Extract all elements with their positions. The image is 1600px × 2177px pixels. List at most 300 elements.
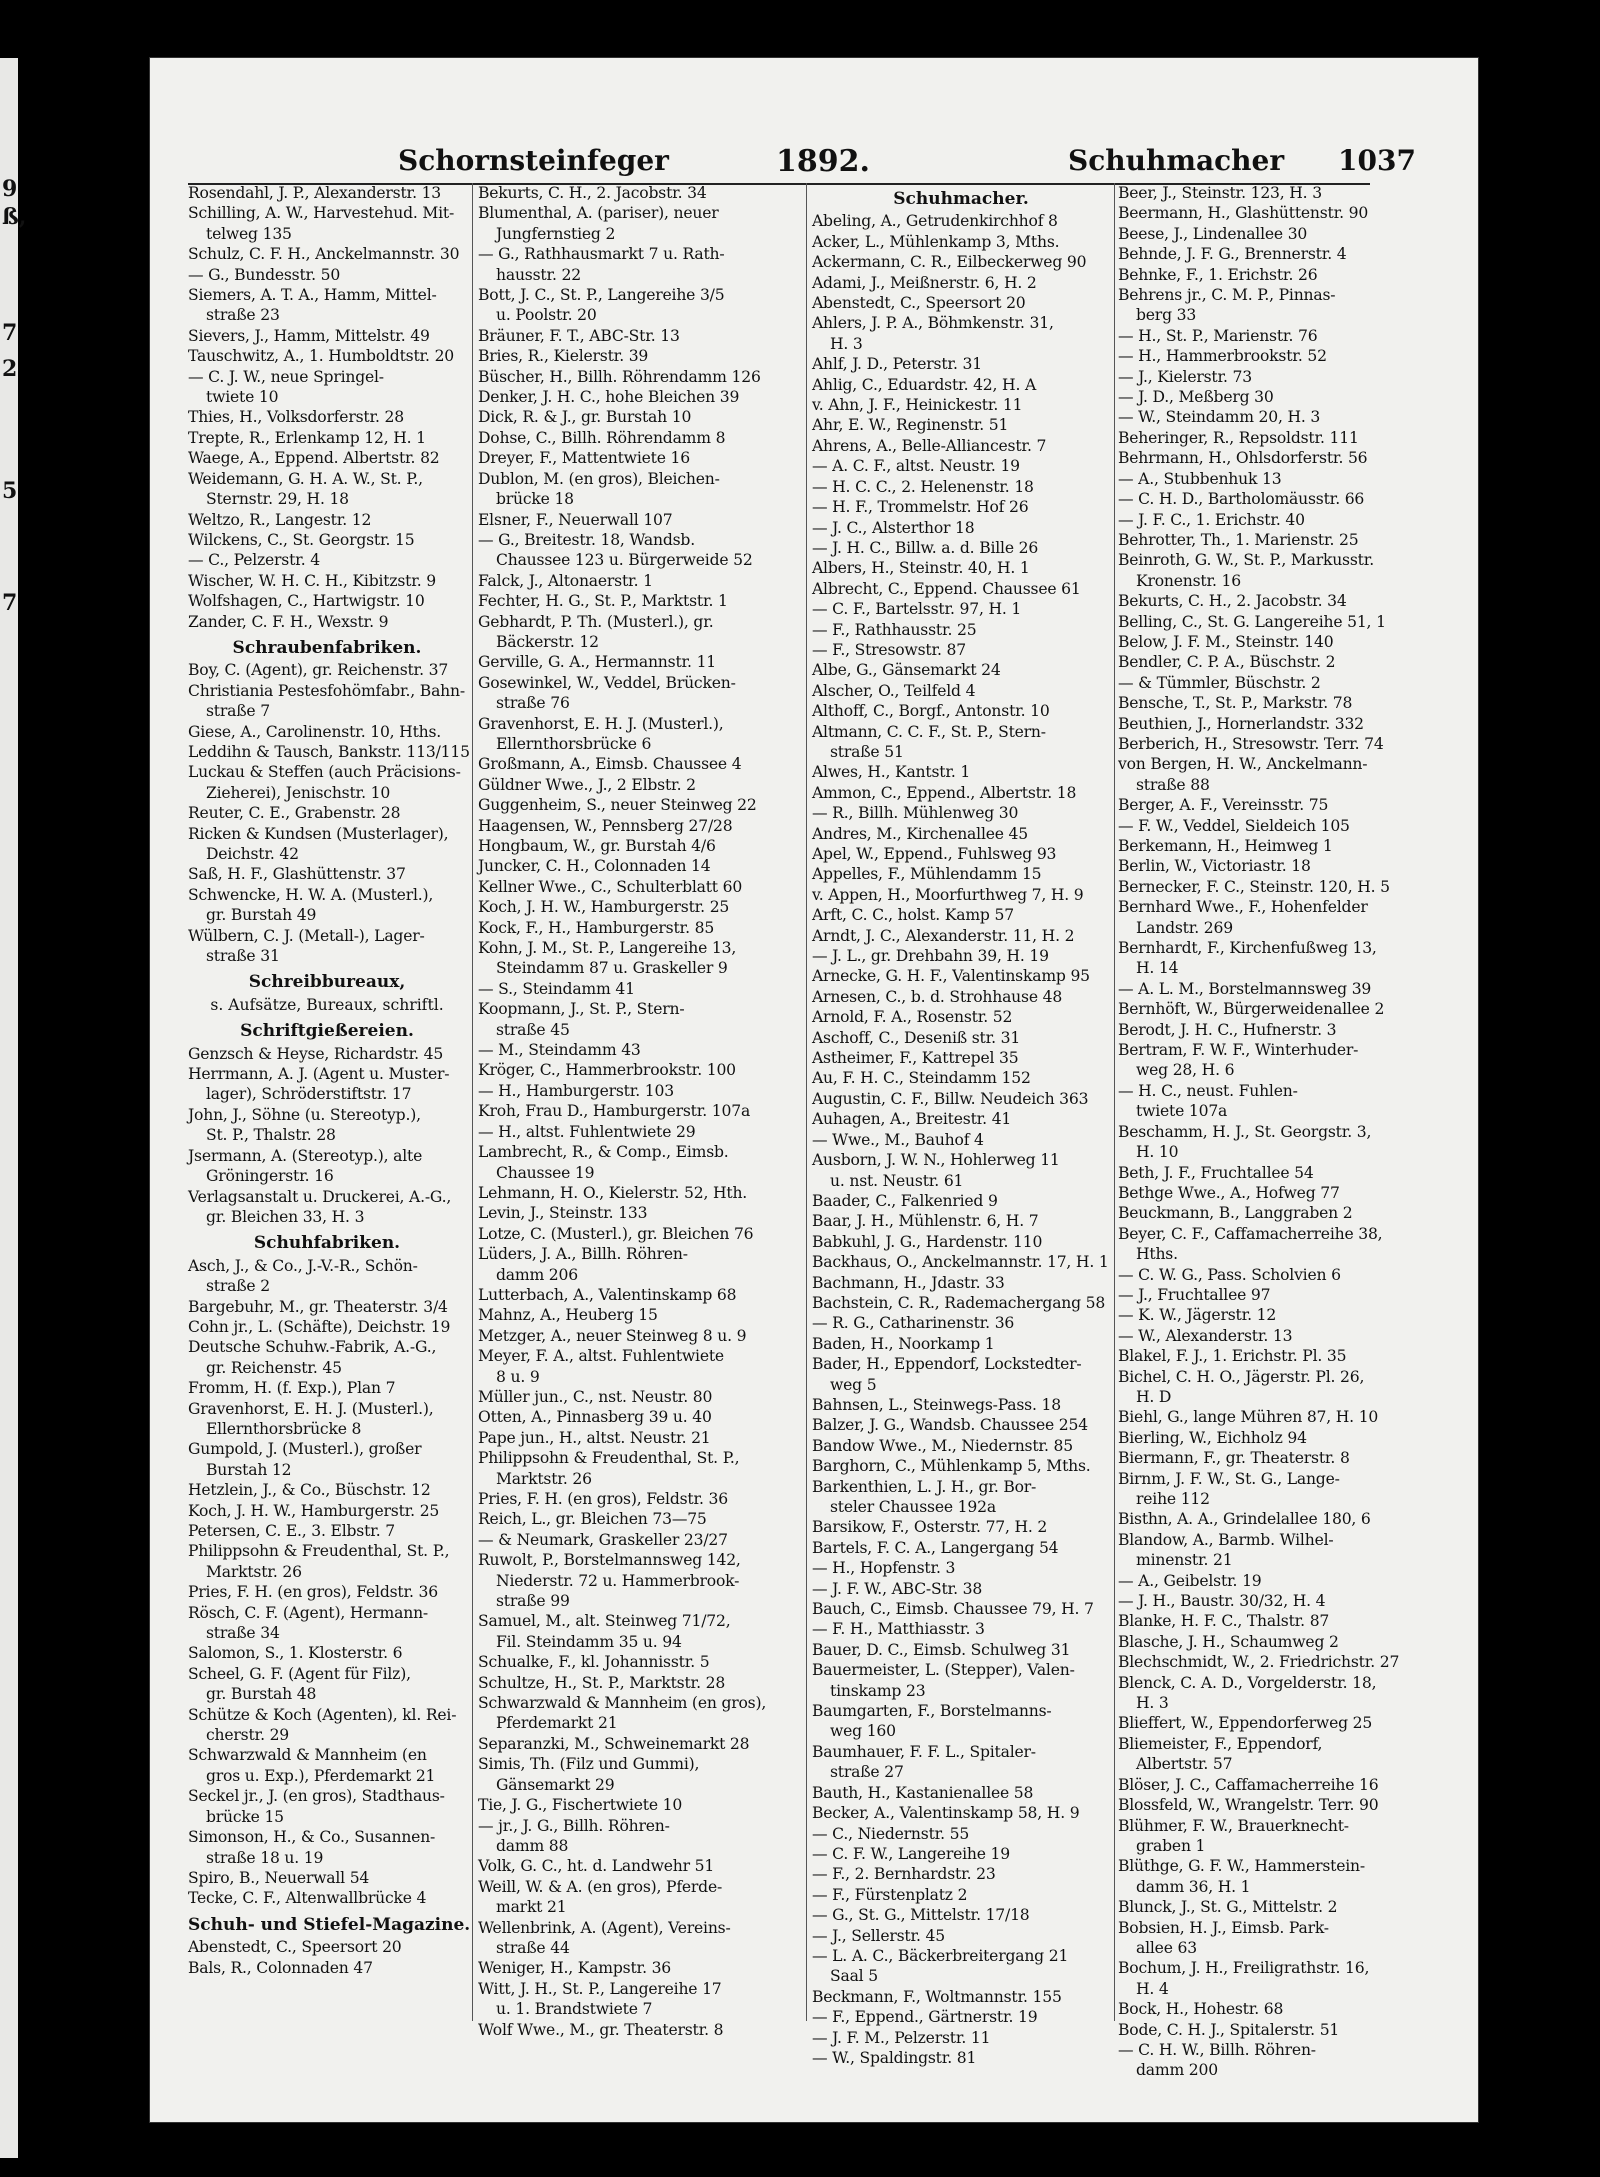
entry-continuation: damm 36, H. 1 — [1136, 1877, 1251, 1896]
directory-entry: Weidemann, G. H. A. W., St. P., — [188, 469, 423, 488]
directory-entry: Guggenheim, S., neuer Steinweg 22 — [478, 796, 757, 815]
directory-entry: John, J., Söhne (u. Stereotyp.), — [188, 1105, 421, 1124]
entry-continuation: Sternstr. 29, H. 18 — [206, 490, 349, 509]
entry-continuation: hausstr. 22 — [496, 265, 581, 284]
directory-entry: Lotze, C. (Musterl.), gr. Bleichen 76 — [478, 1224, 754, 1243]
directory-entry: — J. F. C., 1. Erichstr. 40 — [1118, 510, 1305, 529]
directory-entry: — C., Niedernstr. 55 — [812, 1824, 970, 1843]
directory-entry: Hongbaum, W., gr. Burstah 4/6 — [478, 837, 716, 855]
entry-continuation: Bäckerstr. 12 — [496, 632, 599, 651]
directory-entry: Beckmann, F., Woltmannstr. 155 — [812, 1987, 1062, 2006]
entry-continuation: Niederstr. 72 u. Hammerbrook- — [496, 1571, 740, 1590]
entry-continuation: straße 27 — [830, 1763, 904, 1782]
directory-entry: Otten, A., Pinnasberg 39 u. 40 — [478, 1408, 712, 1427]
directory-entry: Wülbern, C. J. (Metall-), Lager- — [188, 926, 425, 945]
directory-entry: Dick, R. & J., gr. Burstah 10 — [478, 408, 692, 427]
directory-entry: Fromm, H. (f. Exp.), Plan 7 — [188, 1379, 396, 1398]
entry-continuation: Gänsemarkt 29 — [496, 1775, 615, 1794]
directory-entry: — H., Hopfenstr. 3 — [812, 1559, 956, 1578]
directory-entry: Philippsohn & Freudenthal, St. P., — [478, 1449, 740, 1468]
directory-entry: Auhagen, A., Breitestr. 41 — [812, 1110, 1012, 1129]
directory-entry: Beese, J., Lindenallee 30 — [1118, 224, 1308, 243]
directory-entry: Schwarzwald & Mannheim (en — [188, 1746, 427, 1765]
directory-entry: Baumgarten, F., Borstelmanns- — [812, 1702, 1052, 1721]
directory-entry: Mahnz, A., Heuberg 15 — [478, 1306, 658, 1325]
directory-entry: Behrens jr., C. M. P., Pinnas- — [1118, 286, 1336, 305]
margin-digit: 9 — [2, 176, 18, 202]
column-1 — [188, 183, 471, 2033]
directory-entry: Asch, J., & Co., J.-V.-R., Schön- — [188, 1256, 418, 1275]
directory-entry: Saß, H. F., Glashüttenstr. 37 — [188, 865, 406, 884]
entry-continuation: twiete 107a — [1136, 1102, 1228, 1121]
directory-entry: Samuel, M., alt. Steinweg 71/72, — [478, 1612, 731, 1631]
entry-continuation: H. 4 — [1136, 1979, 1169, 1998]
entry-continuation: straße 45 — [496, 1020, 570, 1039]
directory-entry: Wischer, W. H. C. H., Kibitzstr. 9 — [188, 571, 437, 590]
entry-continuation: Chaussee 19 — [496, 1163, 595, 1182]
directory-entry: — F. W., Veddel, Sieldeich 105 — [1118, 816, 1350, 835]
column-divider — [1114, 183, 1115, 2021]
entry-continuation: damm 88 — [496, 1836, 569, 1855]
column-3 — [812, 183, 1110, 2067]
directory-entry: Bendler, C. P. A., Büschstr. 2 — [1118, 653, 1336, 672]
directory-entry: Beuthien, J., Hornerlandstr. 332 — [1118, 714, 1364, 733]
entry-continuation: weg 5 — [830, 1375, 877, 1394]
directory-entry: Becker, A., Valentinskamp 58, H. 9 — [812, 1804, 1080, 1823]
entry-continuation: gros u. Exp.), Pferdemarkt 21 — [206, 1766, 436, 1785]
directory-entry: — & Neumark, Graskeller 23/27 — [478, 1530, 728, 1549]
directory-entry: — W., Spaldingstr. 81 — [812, 2048, 977, 2067]
directory-entry: Bandow Wwe., M., Niedernstr. 85 — [812, 1436, 1073, 1455]
entry-continuation: Jungfernstieg 2 — [496, 224, 616, 243]
directory-entry: Scheel, G. F. (Agent für Filz), — [188, 1664, 411, 1683]
directory-entry: Blasche, J. H., Schaumweg 2 — [1118, 1632, 1339, 1651]
directory-entry: — A., Geibelstr. 19 — [1118, 1571, 1262, 1590]
directory-entry: Boy, C. (Agent), gr. Reichenstr. 37 — [188, 661, 449, 680]
directory-entry: — H., altst. Fuhlentwiete 29 — [478, 1122, 696, 1141]
directory-entry: — H. C. C., 2. Helenenstr. 18 — [812, 477, 1034, 496]
directory-entry: Bräuner, F. T., ABC-Str. 13 — [478, 326, 680, 345]
directory-entry: Behrmann, H., Ohlsdorferstr. 56 — [1118, 449, 1368, 468]
directory-entry: Beheringer, R., Repsoldstr. 111 — [1118, 428, 1359, 447]
directory-entry: — S., Steindamm 41 — [478, 979, 635, 998]
directory-entry: Balzer, J. G., Wandsb. Chaussee 254 — [812, 1416, 1088, 1435]
entry-continuation: straße 99 — [496, 1592, 570, 1611]
entry-continuation: gr. Bleichen 33, H. 3 — [206, 1207, 365, 1226]
entry-continuation: Hths. — [1136, 1245, 1178, 1264]
directory-entry: Juncker, C. H., Colonnaden 14 — [478, 857, 711, 876]
directory-entry: — W., Alexanderstr. 13 — [1118, 1326, 1293, 1345]
directory-entry: Gumpold, J. (Musterl.), großer — [188, 1440, 422, 1459]
directory-entry: — C. H. D., Bartholomäusstr. 66 — [1118, 490, 1365, 509]
entry-continuation: Pferdemarkt 21 — [496, 1714, 618, 1733]
entry-continuation: u. Poolstr. 20 — [496, 306, 597, 325]
directory-entry: v. Appen, H., Moorfurthweg 7, H. 9 — [812, 885, 1084, 904]
entry-continuation: straße 31 — [206, 947, 280, 966]
entry-continuation: damm 206 — [496, 1265, 578, 1284]
entry-continuation: Ellernthorsbrücke 8 — [206, 1419, 362, 1438]
directory-entry: Arnesen, C., b. d. Strohhause 48 — [812, 987, 1063, 1006]
directory-entry: Alwes, H., Kantstr. 1 — [812, 763, 971, 782]
entry-continuation: minenstr. 21 — [1136, 1551, 1233, 1570]
directory-entry: Albers, H., Steinstr. 40, H. 1 — [812, 559, 1030, 578]
directory-entry: — H., Hammerbrookstr. 52 — [1118, 347, 1327, 366]
directory-entry: Tie, J. G., Fischertwiete 10 — [478, 1796, 683, 1815]
directory-entry: — F., Rathhausstr. 25 — [812, 620, 977, 639]
directory-entry: Koch, J. H. W., Hamburgerstr. 25 — [188, 1501, 440, 1520]
directory-entry: Thies, H., Volksdorferstr. 28 — [188, 408, 404, 427]
directory-entry: Blühmer, F. W., Brauerknecht- — [1118, 1816, 1349, 1835]
directory-entry: Berger, A. F., Vereinsstr. 75 — [1118, 796, 1329, 815]
directory-entry: — J., Sellerstr. 45 — [812, 1926, 945, 1945]
directory-entry: Beschamm, H. J., St. Georgstr. 3, — [1118, 1122, 1372, 1141]
directory-entry: Bisthn, A. A., Grindelallee 180, 6 — [1118, 1510, 1371, 1529]
directory-entry: Bahnsen, L., Steinwegs-Pass. 18 — [812, 1395, 1061, 1414]
entry-continuation: straße 7 — [206, 702, 270, 721]
entry-continuation: gr. Reichenstr. 45 — [206, 1358, 342, 1377]
directory-entry: — G., St. G., Mittelstr. 17/18 — [812, 1906, 1030, 1925]
section-heading: Schraubenfabriken. — [232, 637, 422, 658]
directory-entry: — F., Eppend., Gärtnerstr. 19 — [812, 2008, 1038, 2027]
directory-entry: Sievers, J., Hamm, Mittelstr. 49 — [188, 326, 430, 345]
directory-entry: Bernhard Wwe., F., Hohenfelder — [1118, 898, 1368, 917]
directory-entry: Belling, C., St. G. Langereihe 51, 1 — [1118, 612, 1386, 631]
directory-entry: Behrotter, Th., 1. Marienstr. 25 — [1118, 530, 1359, 549]
directory-entry: — H. C., neust. Fuhlen- — [1118, 1081, 1298, 1100]
directory-entry: Bartels, F. C. A., Langergang 54 — [812, 1538, 1059, 1557]
directory-entry: Ahrens, A., Belle-Alliancestr. 7 — [812, 436, 1047, 455]
entry-continuation: Zieherei), Jenischstr. 10 — [206, 783, 391, 802]
directory-entry: Lambrecht, R., & Comp., Eimsb. — [478, 1143, 729, 1162]
directory-entry: Apel, W., Eppend., Fuhlsweg 93 — [812, 845, 1057, 863]
directory-entry: Schwarzwald & Mannheim (en gros), — [478, 1694, 767, 1713]
directory-entry: Ruwolt, P., Borstelmannsweg 142, — [478, 1551, 741, 1570]
directory-entry: Kröger, C., Hammerbrookstr. 100 — [478, 1061, 736, 1080]
directory-entry: Bachmann, H., Jdastr. 33 — [812, 1273, 1005, 1292]
directory-entry: Blandow, A., Barmb. Wilhel- — [1118, 1530, 1334, 1549]
directory-entry: — H., Hamburgerstr. 103 — [478, 1081, 674, 1100]
directory-entry: Acker, L., Mühlenkamp 3, Mths. — [812, 232, 1060, 251]
directory-entry: Blakel, F. J., 1. Erichstr. Pl. 35 — [1118, 1347, 1347, 1366]
directory-entry: Bauermeister, L. (Stepper), Valen- — [812, 1661, 1075, 1680]
directory-entry: Schulz, C. F. H., Anckelmannstr. 30 — [188, 245, 460, 264]
directory-entry: Bode, C. H. J., Spitalerstr. 51 — [1118, 2020, 1340, 2039]
page-header — [188, 144, 1416, 184]
entry-continuation: Marktstr. 26 — [496, 1469, 592, 1488]
directory-entry: Salomon, S., 1. Klosterstr. 6 — [188, 1644, 403, 1663]
directory-entry: Beermann, H., Glashüttenstr. 90 — [1118, 204, 1369, 223]
section-heading: Schuhfabriken. — [253, 1233, 401, 1254]
directory-entry: Gosewinkel, W., Veddel, Brücken- — [478, 673, 736, 692]
directory-entry: Kock, F., H., Hamburgerstr. 85 — [478, 918, 715, 937]
directory-entry: Denker, J. H. C., hohe Bleichen 39 — [478, 388, 740, 407]
directory-entry: Dublon, M. (en gros), Bleichen- — [478, 469, 720, 488]
entry-continuation: Fil. Steindamm 35 u. 94 — [496, 1632, 682, 1651]
directory-entry: — R. G., Catharinenstr. 36 — [812, 1314, 1015, 1333]
directory-entry: Althoff, C., Borgf., Antonstr. 10 — [812, 702, 1050, 721]
directory-entry: Ackermann, C. R., Eilbeckerweg 90 — [812, 253, 1087, 272]
directory-entry: Augustin, C. F., Billw. Neudeich 363 — [812, 1089, 1089, 1108]
directory-entry: Gravenhorst, E. H. J. (Musterl.), — [478, 714, 724, 733]
entry-continuation: telweg 135 — [206, 224, 292, 243]
entry-continuation: gr. Burstah 48 — [206, 1685, 317, 1704]
directory-entry: Babkuhl, J. G., Hardenstr. 110 — [812, 1232, 1043, 1251]
directory-entry: Au, F. H. C., Steindamm 152 — [812, 1069, 1031, 1088]
entry-continuation: lager), Schröderstiftstr. 17 — [206, 1085, 412, 1104]
directory-entry: Wolfshagen, C., Hartwigstr. 10 — [188, 592, 425, 611]
directory-entry: Rösch, C. F. (Agent), Hermann- — [188, 1603, 428, 1622]
directory-entry: Berodt, J. H. C., Hufnerstr. 3 — [1118, 1020, 1337, 1039]
directory-entry: Leddihn & Tausch, Bankstr. 113/115 — [188, 742, 470, 761]
entry-continuation: Deichstr. 42 — [206, 845, 299, 863]
directory-entry: Elsner, F., Neuerwall 107 — [478, 510, 673, 529]
directory-entry: — J. L., gr. Drehbahn 39, H. 19 — [812, 947, 1049, 966]
directory-entry: Barghorn, C., Mühlenkamp 5, Mths. — [812, 1457, 1091, 1476]
directory-entry: Giese, A., Carolinenstr. 10, Hths. — [188, 722, 442, 741]
entry-continuation: Gröningerstr. 16 — [206, 1167, 334, 1186]
directory-entry: Gerville, G. A., Hermannstr. 11 — [478, 653, 717, 672]
entry-continuation: Chaussee 123 u. Bürgerweide 52 — [496, 551, 753, 570]
directory-entry: Behnde, J. F. G., Brennerstr. 4 — [1118, 245, 1347, 264]
directory-entry: Gebhardt, P. Th. (Musterl.), gr. — [478, 612, 714, 631]
directory-entry: Blüthge, G. F. W., Hammerstein- — [1118, 1857, 1365, 1876]
column-divider — [472, 183, 473, 2021]
directory-entry: Petersen, C. E., 3. Elbstr. 7 — [188, 1522, 395, 1540]
entry-continuation: straße 18 u. 19 — [206, 1848, 324, 1867]
directory-entry: Simis, Th. (Filz und Gummi), — [478, 1755, 700, 1774]
entry-continuation: straße 23 — [206, 306, 280, 325]
directory-entry: Metzger, A., neuer Steinweg 8 u. 9 — [478, 1326, 747, 1345]
directory-entry: Beth, J. F., Fruchtallee 54 — [1118, 1163, 1314, 1182]
directory-entry: v. Ahn, J. F., Heinickestr. 11 — [812, 396, 1023, 415]
directory-entry: — J. F. M., Pelzerstr. 11 — [812, 2028, 991, 2047]
directory-entry: Arnecke, G. H. F., Valentinskamp 95 — [812, 967, 1090, 986]
directory-entry: Ahlig, C., Eduardstr. 42, H. A — [812, 375, 1037, 394]
entry-continuation: straße 76 — [496, 694, 570, 713]
entry-continuation: u. 1. Brandstwiete 7 — [496, 2000, 653, 2019]
directory-entry: — & Tümmler, Büschstr. 2 — [1118, 673, 1321, 692]
directory-entry: Bauch, C., Eimsb. Chaussee 79, H. 7 — [812, 1600, 1094, 1619]
entry-continuation: Ellernthorsbrücke 6 — [496, 734, 652, 753]
header-year: 1892. — [776, 144, 870, 179]
section-note: s. Aufsätze, Bureaux, schriftl. — [210, 995, 444, 1014]
directory-entry: — J. H. C., Billw. a. d. Bille 26 — [812, 538, 1039, 557]
directory-entry: Berberich, H., Stresowstr. Terr. 74 — [1118, 734, 1384, 753]
directory-entry: Biermann, F., gr. Theaterstr. 8 — [1118, 1449, 1350, 1468]
directory-entry: Verlagsanstalt u. Druckerei, A.-G., — [188, 1187, 452, 1206]
entry-continuation: H. D — [1136, 1387, 1172, 1406]
entry-continuation: steler Chaussee 192a — [830, 1498, 996, 1516]
directory-entry: Ammon, C., Eppend., Albertstr. 18 — [812, 783, 1077, 802]
directory-entry: — C. W. G., Pass. Scholvien 6 — [1118, 1265, 1341, 1284]
directory-entry: Spiro, B., Neuerwall 54 — [188, 1868, 370, 1887]
directory-entry: — F., Stresowstr. 87 — [812, 640, 966, 659]
entry-continuation: cherstr. 29 — [206, 1726, 290, 1745]
margin-digit: 7 — [2, 320, 18, 346]
directory-entry: Trepte, R., Erlenkamp 12, H. 1 — [188, 428, 426, 447]
directory-entry: von Bergen, H. W., Anckelmann- — [1118, 755, 1368, 774]
directory-entry: Schultze, H., St. P., Marktstr. 28 — [478, 1673, 726, 1692]
directory-entry: Bauth, H., Kastanienallee 58 — [812, 1783, 1034, 1802]
directory-entry: Bargebuhr, M., gr. Theaterstr. 3/4 — [188, 1297, 448, 1316]
directory-entry: — G., Rathhausmarkt 7 u. Rath- — [478, 245, 725, 264]
directory-entry: Wellenbrink, A. (Agent), Vereins- — [478, 1918, 731, 1937]
entry-continuation: straße 51 — [830, 742, 904, 761]
directory-entry: Blumenthal, A. (pariser), neuer — [478, 204, 719, 223]
directory-entry: Bernhöft, W., Bürgerweidenallee 2 — [1118, 1000, 1385, 1019]
directory-entry: Luckau & Steffen (auch Präcisions- — [188, 763, 461, 782]
directory-entry: Berlin, W., Victoriastr. 18 — [1118, 857, 1311, 876]
directory-entry: Philippsohn & Freudenthal, St. P., — [188, 1542, 450, 1561]
header-left-title: Schornsteinfeger — [398, 144, 669, 177]
directory-entry: Schilling, A. W., Harvestehud. Mit- — [188, 204, 455, 223]
directory-entry: — F., Fürstenplatz 2 — [812, 1885, 968, 1904]
directory-entry: Appelles, F., Mühlendamm 15 — [812, 865, 1042, 884]
directory-entry: Schwencke, H. W. A. (Musterl.), — [188, 885, 434, 904]
header-right-title: Schuhmacher — [1068, 144, 1285, 177]
section-heading: Schriftgießereien. — [240, 1021, 414, 1042]
directory-entry: Beinroth, G. W., St. P., Markusstr. — [1118, 551, 1375, 570]
directory-entry: Bauer, D. C., Eimsb. Schulweg 31 — [812, 1640, 1071, 1659]
directory-entry: Beer, J., Steinstr. 123, H. 3 — [1118, 184, 1322, 202]
directory-entry: Albrecht, C., Eppend. Chaussee 61 — [812, 579, 1081, 598]
directory-entry: — J. F. W., ABC-Str. 38 — [812, 1579, 983, 1598]
directory-entry: Dohse, C., Billh. Röhrendamm 8 — [478, 428, 726, 447]
entry-continuation: 8 u. 9 — [496, 1367, 540, 1386]
directory-entry: Abenstedt, C., Speersort 20 — [812, 294, 1026, 313]
directory-entry: Jsermann, A. (Stereotyp.), alte — [188, 1146, 423, 1165]
directory-entry: Arft, C. C., holst. Kamp 57 — [812, 906, 1014, 925]
entry-continuation: Marktstr. 26 — [206, 1562, 302, 1581]
directory-entry: — G., Bundesstr. 50 — [188, 265, 341, 284]
directory-entry: Ausborn, J. W. N., Hohlerweg 11 — [812, 1151, 1060, 1170]
previous-page-edge — [0, 58, 27, 2158]
directory-entry: Bliemeister, F., Eppendorf, — [1118, 1734, 1323, 1753]
directory-entry: — A. L. M., Borstelmannsweg 39 — [1118, 979, 1372, 998]
directory-entry: Koopmann, J., St. P., Stern- — [478, 1000, 685, 1019]
directory-entry: Ahlf, J. D., Peterstr. 31 — [812, 355, 982, 374]
directory-entry: — J. C., Alsterthor 18 — [812, 518, 975, 537]
directory-entry: Weltzo, R., Langestr. 12 — [188, 510, 372, 529]
entry-continuation: straße 44 — [496, 1938, 570, 1957]
entry-continuation: gr. Burstah 49 — [206, 906, 317, 925]
directory-entry: Lutterbach, A., Valentinskamp 68 — [478, 1285, 737, 1304]
directory-entry: Herrmann, A. J. (Agent u. Muster- — [188, 1065, 450, 1084]
directory-entry: — A. C. F., altst. Neustr. 19 — [812, 457, 1020, 476]
directory-entry: — H. F., Trommelstr. Hof 26 — [812, 498, 1029, 517]
directory-entry: Arndt, J. C., Alexanderstr. 11, H. 2 — [812, 926, 1075, 945]
directory-entry: Cohn jr., L. (Schäfte), Deichstr. 19 — [188, 1317, 451, 1336]
directory-entry: — Wwe., M., Bauhof 4 — [812, 1130, 984, 1149]
directory-entry: — C. F., Bartelsstr. 97, H. 1 — [812, 600, 1022, 619]
directory-entry: — J., Kielerstr. 73 — [1118, 367, 1252, 386]
entry-continuation: straße 88 — [1136, 775, 1210, 794]
directory-entry: Bals, R., Colonnaden 47 — [188, 1958, 373, 1977]
directory-entry: Barsikow, F., Osterstr. 77, H. 2 — [812, 1518, 1048, 1537]
directory-entry: Levin, J., Steinstr. 133 — [478, 1204, 648, 1223]
directory-entry: Pape jun., H., altst. Neustr. 21 — [478, 1428, 711, 1447]
entry-continuation: H. 14 — [1136, 959, 1179, 978]
directory-entry: Blenck, C. A. D., Vorgelderstr. 18, — [1118, 1673, 1377, 1692]
directory-entry: Bott, J. C., St. P., Langereihe 3/5 — [478, 286, 725, 305]
entry-continuation: Landstr. 269 — [1136, 918, 1233, 937]
directory-entry: — C., Pelzerstr. 4 — [188, 551, 320, 570]
directory-entry: Albe, G., Gänsemarkt 24 — [812, 661, 1001, 680]
entry-continuation: damm 200 — [1136, 2061, 1218, 2080]
directory-entry: Birnm, J. F. W., St. G., Lange- — [1118, 1469, 1340, 1488]
directory-entry: — K. W., Jägerstr. 12 — [1118, 1306, 1277, 1325]
directory-entry: Blechschmidt, W., 2. Friedrichstr. 27 — [1118, 1653, 1400, 1672]
directory-entry: Müller jun., C., nst. Neustr. 80 — [478, 1387, 713, 1406]
directory-entry: Büscher, H., Billh. Röhrendamm 126 — [478, 367, 761, 386]
entry-continuation: H. 3 — [830, 334, 863, 353]
directory-entry: Simonson, H., & Co., Susannen- — [188, 1828, 436, 1847]
directory-entry: Lehmann, H. O., Kielerstr. 52, Hth. — [478, 1183, 748, 1202]
page-number: 1037 — [1338, 144, 1416, 177]
directory-entry: Bader, H., Eppendorf, Lockstedter- — [812, 1355, 1082, 1374]
directory-entry: Ahr, E. W., Reginenstr. 51 — [812, 416, 1009, 435]
directory-entry: Alscher, O., Teilfeld 4 — [812, 681, 976, 700]
directory-entry: Tauschwitz, A., 1. Humboldtstr. 20 — [188, 347, 455, 366]
entry-continuation: u. nst. Neustr. 61 — [830, 1171, 964, 1190]
directory-entry: Großmann, A., Eimsb. Chaussee 4 — [478, 755, 742, 774]
directory-entry: Below, J. F. M., Steinstr. 140 — [1118, 632, 1334, 651]
directory-entry: Baader, C., Falkenried 9 — [812, 1191, 998, 1210]
directory-entry: Haagensen, W., Pennsberg 27/28 — [478, 816, 733, 835]
entry-continuation: Kronenstr. 16 — [1136, 571, 1241, 590]
entry-continuation: Steindamm 87 u. Graskeller 9 — [496, 959, 728, 978]
directory-entry: Baden, H., Noorkamp 1 — [812, 1334, 995, 1353]
directory-entry: Altmann, C. C. F., St. P., Stern- — [812, 722, 1046, 741]
entry-continuation: weg 28, H. 6 — [1136, 1061, 1235, 1080]
directory-entry: Blunck, J., St. G., Mittelstr. 2 — [1118, 1898, 1338, 1917]
entry-continuation: Albertstr. 57 — [1136, 1755, 1233, 1774]
directory-entry: Kohn, J. M., St. P., Langereihe 13, — [478, 939, 737, 958]
directory-entry: Arnold, F. A., Rosenstr. 52 — [812, 1008, 1013, 1027]
directory-entry: — M., Steindamm 43 — [478, 1041, 641, 1060]
directory-entry: Genzsch & Heyse, Richardstr. 45 — [188, 1044, 444, 1063]
directory-entry: Blanke, H. F. C., Thalstr. 87 — [1118, 1612, 1330, 1631]
directory-entry: Bernhardt, F., Kirchenfußweg 13, — [1118, 939, 1377, 958]
directory-entry: Kroh, Frau D., Hamburgerstr. 107a — [478, 1102, 751, 1121]
entry-continuation: weg 160 — [830, 1722, 896, 1741]
directory-entry: Hetzlein, J., & Co., Büschstr. 12 — [188, 1481, 431, 1500]
directory-entry: Falck, J., Altonaerstr. 1 — [478, 571, 653, 590]
column-4 — [1118, 183, 1400, 2080]
entry-continuation: Burstah 12 — [206, 1460, 292, 1479]
directory-entry: Abeling, A., Getrudenkirchhof 8 — [812, 212, 1058, 231]
directory-entry: Bernecker, F. C., Steinstr. 120, H. 5 — [1118, 877, 1390, 896]
directory-entry: Pries, F. H. (en gros), Feldstr. 36 — [478, 1490, 728, 1508]
directory-entry: Beyer, C. F., Caffamacherreihe 38, — [1118, 1224, 1383, 1243]
directory-entry: Deutsche Schuhw.-Fabrik, A.-G., — [188, 1338, 437, 1357]
directory-entry: Backhaus, O., Anckelmannstr. 17, H. 1 — [812, 1253, 1109, 1272]
entry-continuation: brücke 18 — [496, 490, 574, 509]
margin-digit: 5 — [2, 478, 18, 504]
directory-entry: Aschoff, C., Deseniß str. 31 — [812, 1028, 1021, 1047]
directory-entry: Güldner Wwe., J., 2 Elbstr. 2 — [478, 775, 696, 794]
directory-entry: Bochum, J. H., Freiligrathstr. 16, — [1118, 1959, 1370, 1978]
directory-entry: Schütze & Koch (Agenten), kl. Rei- — [188, 1705, 457, 1724]
directory-entry: Bierling, W., Eichholz 94 — [1118, 1428, 1307, 1447]
directory-entry: — W., Steindamm 20, H. 3 — [1118, 408, 1321, 427]
entry-continuation: H. 3 — [1136, 1694, 1169, 1713]
directory-entry: — F. H., Matthiasstr. 3 — [812, 1620, 985, 1639]
directory-entry: — H., St. P., Marienstr. 76 — [1118, 326, 1318, 345]
entry-continuation: allee 63 — [1136, 1938, 1197, 1957]
directory-entry: Astheimer, F., Kattrepel 35 — [812, 1049, 1019, 1068]
directory-entry: Bichel, C. H. O., Jägerstr. Pl. 26, — [1118, 1367, 1365, 1386]
